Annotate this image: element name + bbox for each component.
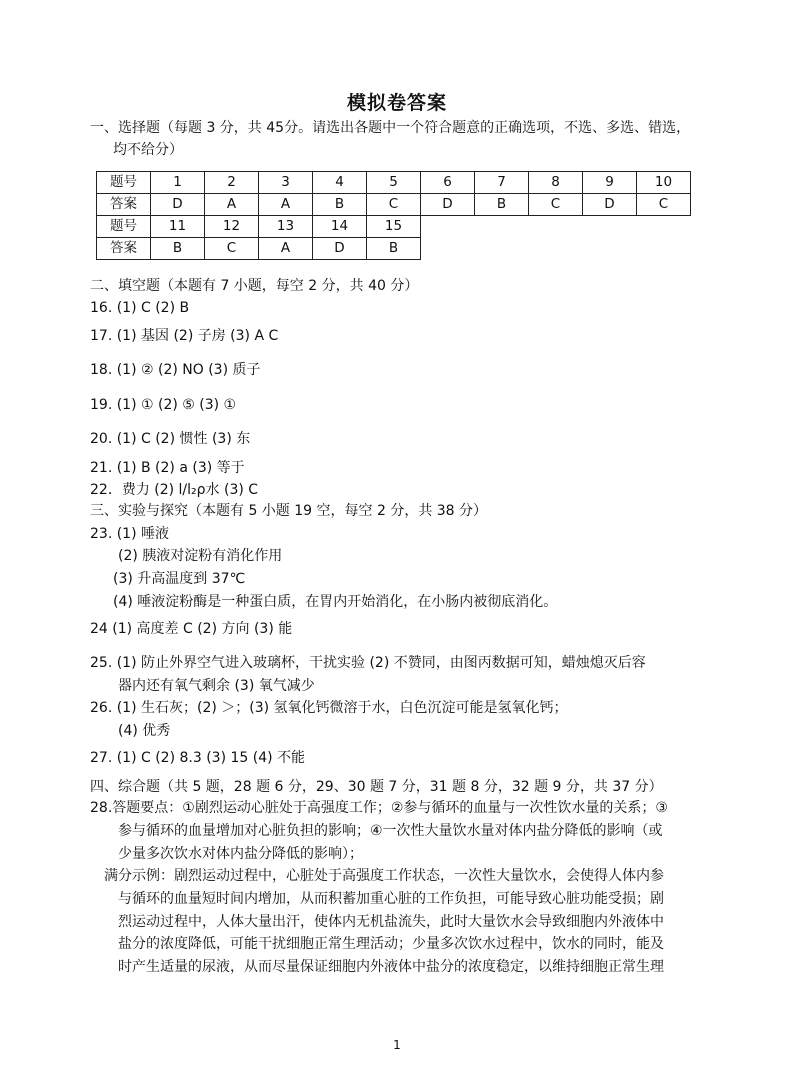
table-cell: 3 [259,172,313,194]
page-title: 模拟卷答案 [346,92,447,114]
table-cell: 6 [421,172,475,194]
table-cell: 答案 [97,238,151,260]
section2-header: 二、填空题（本题有 7 小题，每空 2 分，共 40 分） [90,278,419,294]
table-cell: D [421,194,475,216]
table-cell: 1 [151,172,205,194]
empty-cell [637,238,691,260]
answer-25: 25. (1) 防止外界空气进入玻璃杯，干扰实验 (2) 不赞同，由图丙数据可知，蜡烛熄灭后容 [90,655,646,671]
answer-28-line: 28.答题要点：①剧烈运动心脏处于高强度工作；②参与循环的血量与一次性饮水量的关系；③ [90,800,668,816]
table-cell: C [205,238,259,260]
page-number: 1 [393,1038,401,1052]
section3-header: 三、实验与探究（本题有 5 小题 19 空，每空 2 分，共 38 分） [90,503,488,519]
answer-28-line: 时产生适量的尿液，从而尽量保证细胞内外液体中盐分的浓度稳定，以维持细胞正常生理 [118,959,664,975]
answer-table [96,171,691,260]
table-cell: 题号 [97,216,151,238]
answer-26: 26. (1) 生石灰；(2) ＞；(3) 氢氧化钙微溶于水，白色沉淀可能是氢氧化钙； [90,700,568,716]
answer-28-line: 烈运动过程中，人体大量出汗，使体内无机盐流失，此时大量饮水会导致细胞内外液体中 [118,914,664,930]
answer-21: 21. (1) B (2) a (3) 等于 [90,460,245,476]
table-cell: B [367,238,421,260]
answer-17: 17. (1) 基因 (2) 子房 (3) A C [90,328,279,344]
answer-23-4: (4) 唾液淀粉酶是一种蛋白质，在胃内开始消化，在小肠内被彻底消化。 [113,594,558,610]
table-cell: 8 [529,172,583,194]
answer-27: 27. (1) C (2) 8.3 (3) 15 (4) 不能 [90,750,306,766]
answer-19: 19. (1) ① (2) ⑤ (3) ① [90,397,237,413]
answer-28-line: 满分示例：剧烈运动过程中，心脏处于高强度工作状态，一次性大量饮水，会使得人体内参 [104,868,664,884]
answer-28-line: 少量多次饮水对体内盐分降低的影响）； [118,846,363,862]
table-cell: 2 [205,172,259,194]
table-cell: 4 [313,172,367,194]
table-cell: 14 [313,216,367,238]
table-cell: B [313,194,367,216]
empty-cell [529,238,583,260]
table-cell: A [259,238,313,260]
section4-header: 四、综合题（共 5 题，28 题 6 分，29、30 题 7 分，31 题 8 分，32 题 9 分，共 37 分） [90,779,663,795]
table-cell: 12 [205,216,259,238]
table-cell: 7 [475,172,529,194]
empty-cell [583,238,637,260]
table-cell: C [529,194,583,216]
table-cell: 15 [367,216,421,238]
table-row [97,238,691,260]
empty-cell [475,238,529,260]
answer-22: 22．费力 (2) l/l₂ρ水 (3) C [90,482,259,498]
answer-20: 20. (1) C (2) 惯性 (3) 东 [90,431,251,447]
empty-cell [637,216,691,238]
empty-cell [421,238,475,260]
answer-28-line: 参与循环的血量增加对心脏负担的影响；④一次性大量饮水量对体内盐分降低的影响（或 [118,823,663,839]
table-cell: A [259,194,313,216]
answer-18: 18. (1) ② (2) NO (3) 质子 [90,362,261,378]
answer-23-1: 23. (1) 唾液 [90,526,169,542]
table-cell: 题号 [97,172,151,194]
empty-cell [583,216,637,238]
section1-header-cont: 均不给分） [113,142,183,158]
answer-24: 24 (1) 高度差 C (2) 方向 (3) 能 [90,621,293,637]
table-cell: 答案 [97,194,151,216]
answer-26-cont: (4) 优秀 [118,723,171,739]
table-cell: 13 [259,216,313,238]
answer-28-line: 盐分的浓度降低，可能干扰细胞正常生理活动；少量多次饮水过程中，饮水的同时，能及 [118,936,664,952]
table-cell: C [637,194,691,216]
table-cell: 10 [637,172,691,194]
table-row [97,194,691,216]
section1-header: 一、选择题（每题 3 分，共 45分。请选出各题中一个符合题意的正确选项，不选、多选、错选， [90,120,691,136]
table-cell: 5 [367,172,421,194]
empty-cell [529,216,583,238]
table-cell: B [475,194,529,216]
answer-23-3: (3) 升高温度到 37℃ [113,571,246,587]
table-cell: A [205,194,259,216]
empty-cell [421,216,475,238]
table-cell: D [583,194,637,216]
answer-23-2: (2) 胰液对淀粉有消化作用 [118,548,283,564]
table-cell: 11 [151,216,205,238]
table-cell: D [313,238,367,260]
table-row [97,216,691,238]
table-cell: D [151,194,205,216]
table-cell: 9 [583,172,637,194]
answer-25-cont: 器内还有氧气剩余 (3) 氧气减少 [118,678,315,694]
empty-cell [475,216,529,238]
table-cell: B [151,238,205,260]
answer-16: 16. (1) C (2) B [90,300,190,316]
table-row [97,172,691,194]
answer-28-line: 与循环的血量短时间内增加，从而积蓄加重心脏的工作负担，可能导致心脏功能受损；剧 [118,891,664,907]
table-cell: C [367,194,421,216]
